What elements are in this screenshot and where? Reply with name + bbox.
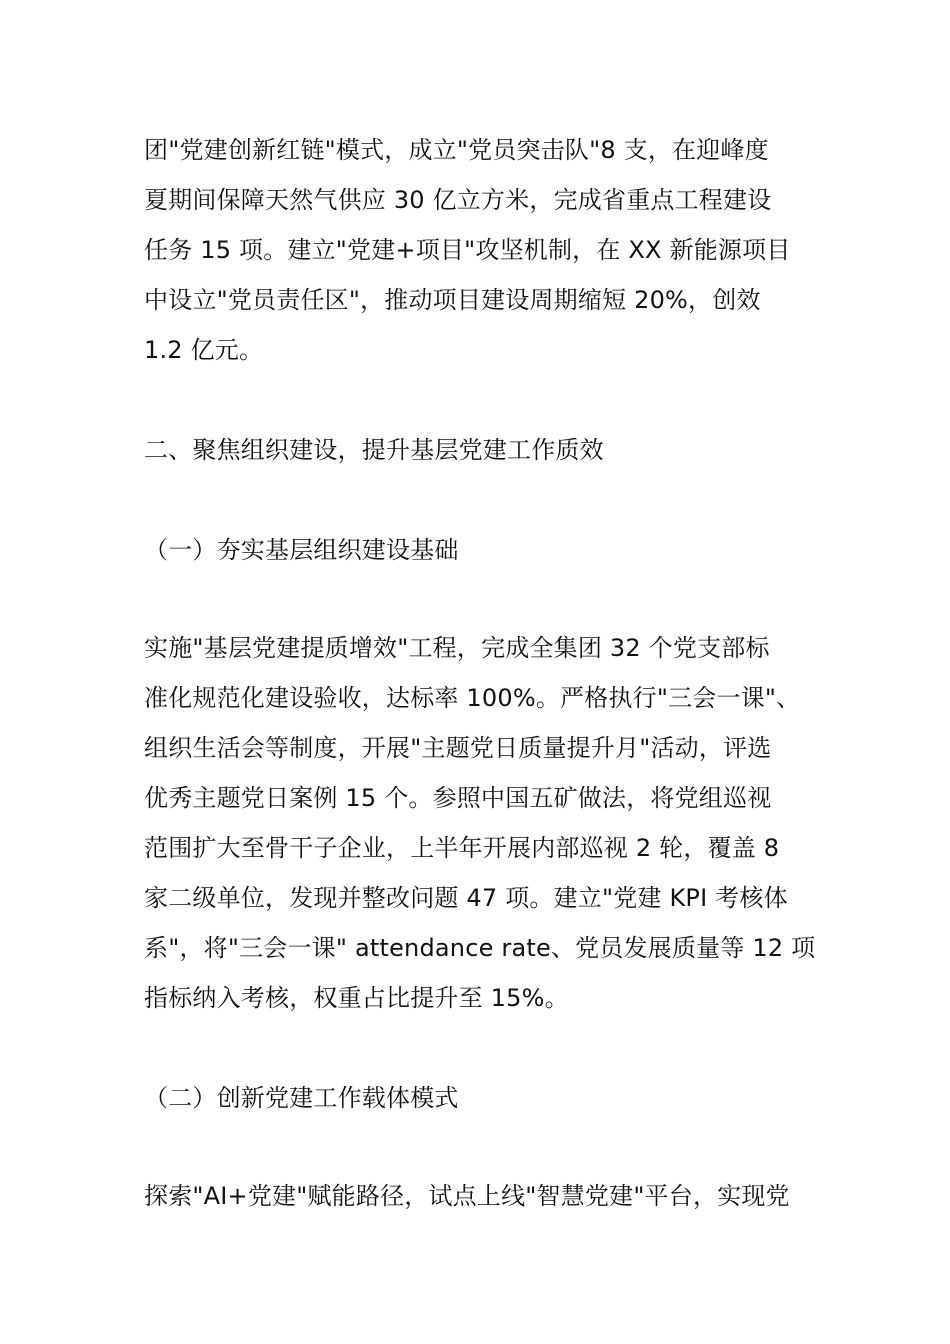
paragraph-line: 探索"AI+党建"赋能路径，试点上线"智慧党建"平台，实现党 bbox=[144, 1182, 790, 1210]
paragraph-line: 优秀主题党日案例 15 个。参照中国五矿做法，将党组巡视 bbox=[144, 784, 772, 812]
paragraph-line: 夏期间保障天然气供应 30 亿立方米，完成省重点工程建设 bbox=[144, 186, 772, 214]
paragraph-line: 中设立"党员责任区"，推动项目建设周期缩短 20%，创效 bbox=[144, 286, 761, 314]
body-paragraph-2 bbox=[144, 623, 814, 1023]
paragraph-line: 团"党建创新红链"模式，成立"党员突击队"8 支，在迎峰度 bbox=[144, 136, 769, 164]
paragraph-line: 范围扩大至骨干子企业，上半年开展内部巡视 2 轮，覆盖 8 bbox=[144, 834, 780, 862]
section-heading: 二、聚焦组织建设，提升基层党建工作质效 bbox=[144, 436, 604, 464]
paragraph-line: 实施"基层党建提质增效"工程，完成全集团 32 个党支部标 bbox=[144, 634, 770, 662]
subheading-2: （二）创新党建工作载体模式 bbox=[144, 1084, 459, 1112]
paragraph-line: 系"，将"三会一课" attendance rate、党员发展质量等 12 项 bbox=[144, 934, 816, 962]
body-paragraph-1 bbox=[144, 125, 814, 375]
paragraph-line: 任务 15 项。建立"党建+项目"攻坚机制，在 XX 新能源项目 bbox=[144, 236, 791, 264]
paragraph-line: 1.2 亿元。 bbox=[144, 336, 264, 364]
paragraph-line: 指标纳入考核，权重占比提升至 15%。 bbox=[144, 984, 569, 1012]
paragraph-line: 家二级单位，发现并整改问题 47 项。建立"党建 KPI 考核体 bbox=[144, 884, 788, 912]
subheading-1: （一）夯实基层组织建设基础 bbox=[144, 536, 459, 564]
paragraph-line: 准化规范化建设验收，达标率 100%。严格执行"三会一课"、 bbox=[144, 684, 801, 712]
body-paragraph-3 bbox=[144, 1171, 814, 1221]
paragraph-line: 组织生活会等制度，开展"主题党日质量提升月"活动，评选 bbox=[144, 734, 772, 762]
